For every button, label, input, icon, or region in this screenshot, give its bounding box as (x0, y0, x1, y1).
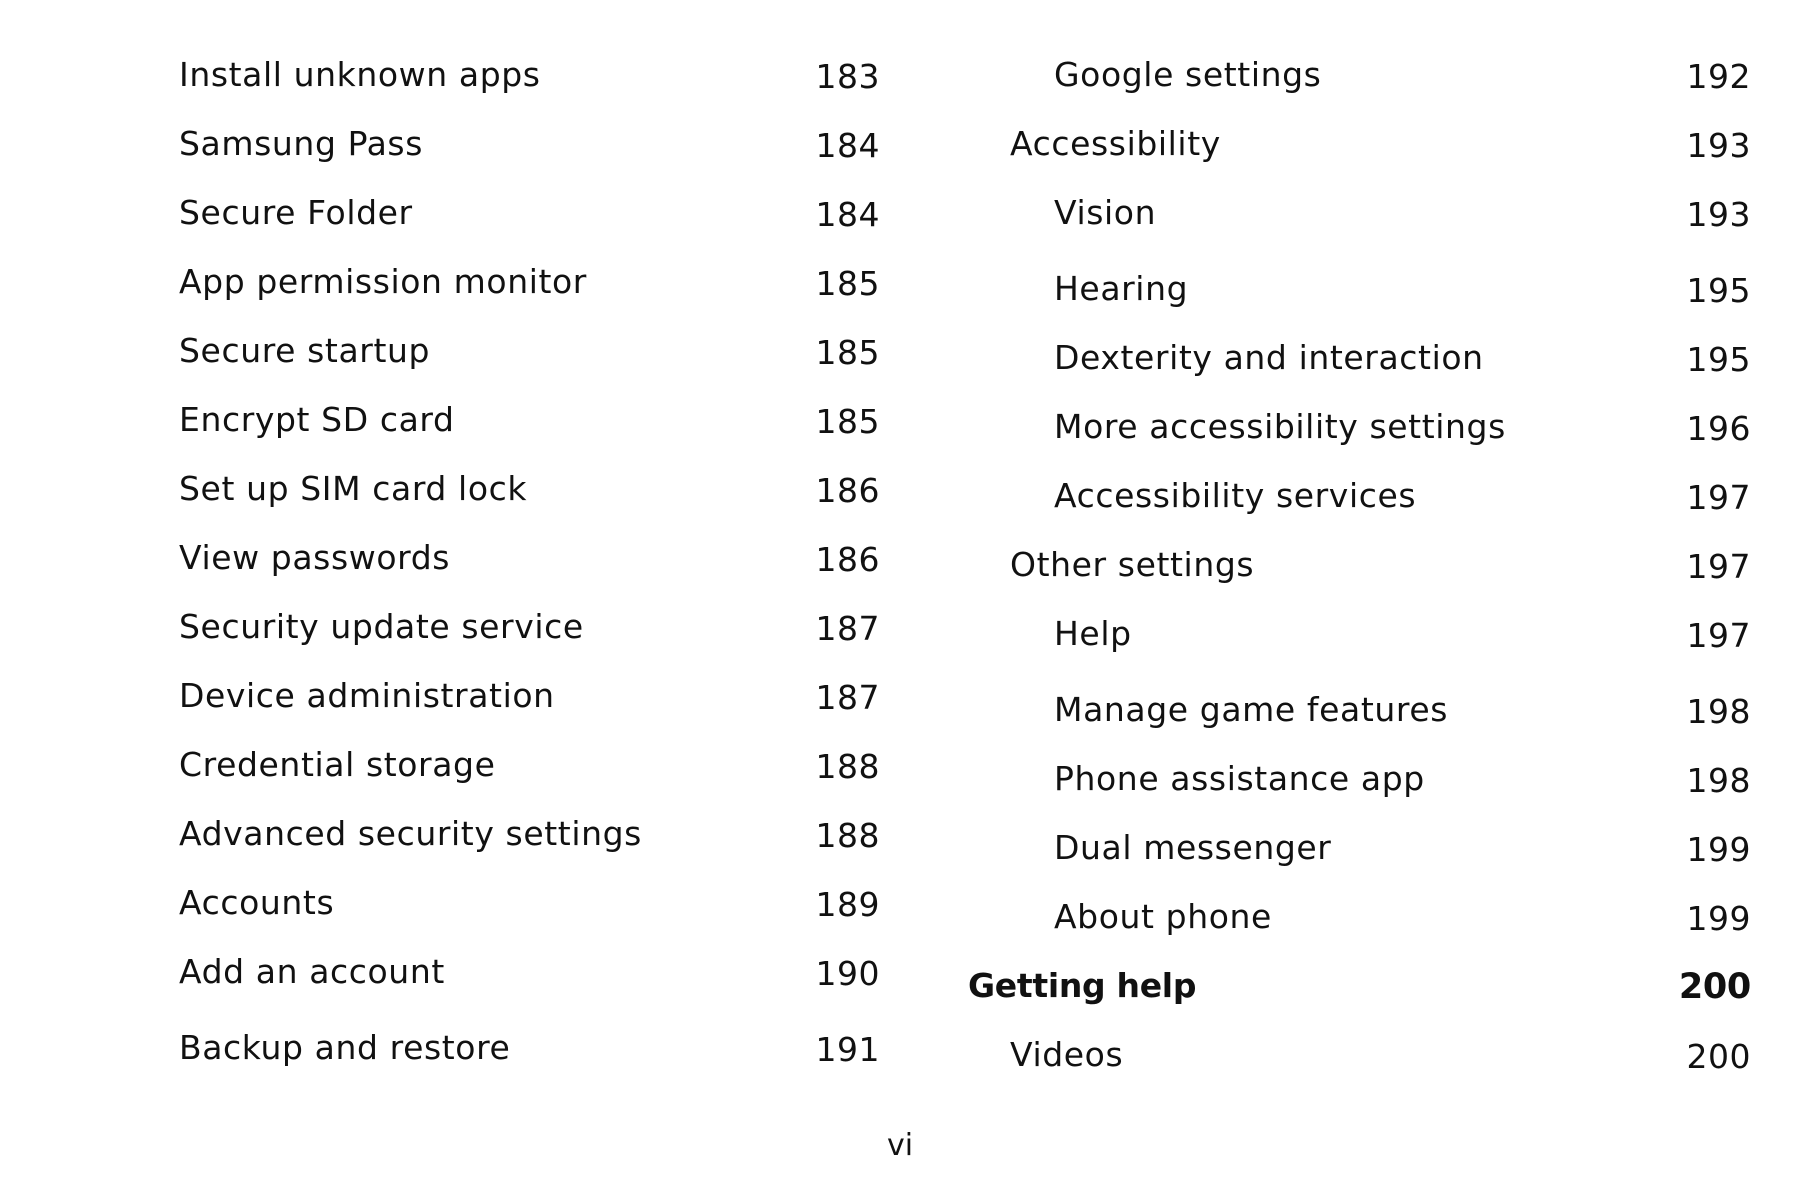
toc-entry-title: Add an account (179, 952, 445, 991)
toc-entry-title: Install unknown apps (179, 55, 541, 94)
toc-entry-title: View passwords (179, 538, 451, 577)
toc-entry[interactable] (135, 799, 880, 868)
toc-entry-page-number: 193 (1686, 195, 1751, 234)
toc-entry-page-number: 195 (1686, 340, 1751, 379)
toc-entry-page-number: 197 (1686, 616, 1751, 655)
toc-entry-title: Dexterity and interaction (1054, 338, 1484, 377)
toc-entry-title: Manage game features (1054, 690, 1449, 729)
toc-entry[interactable] (968, 951, 1751, 1020)
toc-entry-title: Backup and restore (179, 1028, 511, 1067)
toc-entry-page-number: 198 (1686, 692, 1751, 731)
toc-entry-title: About phone (1054, 897, 1272, 936)
toc-entry-title: Help (1054, 614, 1132, 653)
toc-entry[interactable] (135, 730, 880, 799)
toc-entry[interactable] (968, 178, 1751, 254)
toc-entry[interactable] (135, 523, 880, 592)
toc-entry[interactable] (968, 1020, 1751, 1096)
toc-entry[interactable] (968, 882, 1751, 951)
toc-entry-page-number: 188 (815, 816, 880, 855)
toc-entry-page-number: 195 (1686, 271, 1751, 310)
toc-entry[interactable] (135, 1013, 880, 1082)
toc-entry-title: Accounts (179, 883, 335, 922)
toc-entry-page-number: 187 (815, 609, 880, 648)
toc-entry-page-number: 189 (815, 885, 880, 924)
toc-entry[interactable] (135, 109, 880, 178)
toc-entry-page-number: 188 (815, 747, 880, 786)
toc-entry-title: More accessibility settings (1054, 407, 1506, 446)
toc-entry-page-number: 196 (1686, 409, 1751, 448)
toc-entry[interactable] (135, 937, 880, 1013)
toc-entry-page-number: 185 (815, 333, 880, 372)
toc-entry-page-number: 185 (815, 264, 880, 303)
toc-entry[interactable] (968, 254, 1751, 323)
toc-entry-title: Other settings (1010, 545, 1255, 584)
toc-entry-page-number: 193 (1686, 126, 1751, 165)
page-folio: vi (886, 1128, 914, 1163)
toc-entry-title: Hearing (1054, 269, 1189, 308)
toc-entry-page-number: 199 (1686, 899, 1751, 938)
toc-entry[interactable] (135, 454, 880, 523)
toc-entry-title: Videos (1010, 1035, 1124, 1074)
toc-entry[interactable] (135, 661, 880, 730)
toc-entry-page-number: 198 (1686, 761, 1751, 800)
toc-entry-page-number: 184 (815, 126, 880, 165)
toc-left-column (135, 40, 880, 1082)
toc-entry-title: Accessibility services (1054, 476, 1417, 515)
toc-entry-title: Phone assistance app (1054, 759, 1425, 798)
toc-entry-page-number: 200 (1686, 1037, 1751, 1076)
toc-entry-title: Getting help (968, 966, 1197, 1005)
toc-entry-page-number: 197 (1686, 547, 1751, 586)
toc-entry[interactable] (968, 744, 1751, 813)
toc-entry-title: Set up SIM card lock (179, 469, 528, 508)
toc-entry-page-number: 197 (1686, 478, 1751, 517)
toc-entry-title: App permission monitor (179, 262, 587, 301)
toc-entry-page-number: 184 (815, 195, 880, 234)
toc-entry[interactable] (135, 247, 880, 316)
toc-entry[interactable] (135, 592, 880, 661)
toc-entry[interactable] (135, 40, 880, 109)
toc-entry[interactable] (968, 109, 1751, 178)
toc-entry-page-number: 199 (1686, 830, 1751, 869)
toc-entry[interactable] (135, 868, 880, 937)
toc-entry-page-number: 186 (815, 471, 880, 510)
toc-entry-page-number: 192 (1686, 57, 1751, 96)
toc-entry-title: Device administration (179, 676, 555, 715)
toc-entry-title: Dual messenger (1054, 828, 1332, 867)
toc-entry[interactable] (968, 40, 1751, 109)
toc-entry[interactable] (968, 675, 1751, 744)
toc-entry[interactable] (968, 461, 1751, 530)
toc-entry[interactable] (968, 530, 1751, 599)
toc-entry-title: Vision (1054, 193, 1157, 232)
toc-entry[interactable] (968, 813, 1751, 882)
toc-entry[interactable] (135, 316, 880, 385)
toc-entry[interactable] (968, 392, 1751, 461)
toc-entry-title: Security update service (179, 607, 584, 646)
toc-entry[interactable] (968, 599, 1751, 675)
toc-entry-page-number: 200 (1678, 967, 1751, 1007)
toc-entry-page-number: 191 (815, 1030, 880, 1069)
toc-entry-title: Secure Folder (179, 193, 413, 232)
toc-entry-title: Accessibility (1010, 124, 1221, 163)
toc-entry-title: Google settings (1054, 55, 1322, 94)
toc-entry[interactable] (135, 178, 880, 247)
toc-entry-title: Samsung Pass (179, 124, 424, 163)
toc-entry[interactable] (135, 385, 880, 454)
toc-entry-page-number: 186 (815, 540, 880, 579)
toc-entry-title: Encrypt SD card (179, 400, 455, 439)
toc-entry-title: Advanced security settings (179, 814, 642, 853)
toc-right-column (968, 40, 1751, 1096)
toc-entry-page-number: 185 (815, 402, 880, 441)
toc-entry-page-number: 187 (815, 678, 880, 717)
toc-entry-title: Credential storage (179, 745, 496, 784)
toc-entry-page-number: 183 (815, 57, 880, 96)
toc-entry-page-number: 190 (815, 954, 880, 993)
toc-entry-title: Secure startup (179, 331, 431, 370)
toc-entry[interactable] (968, 323, 1751, 392)
